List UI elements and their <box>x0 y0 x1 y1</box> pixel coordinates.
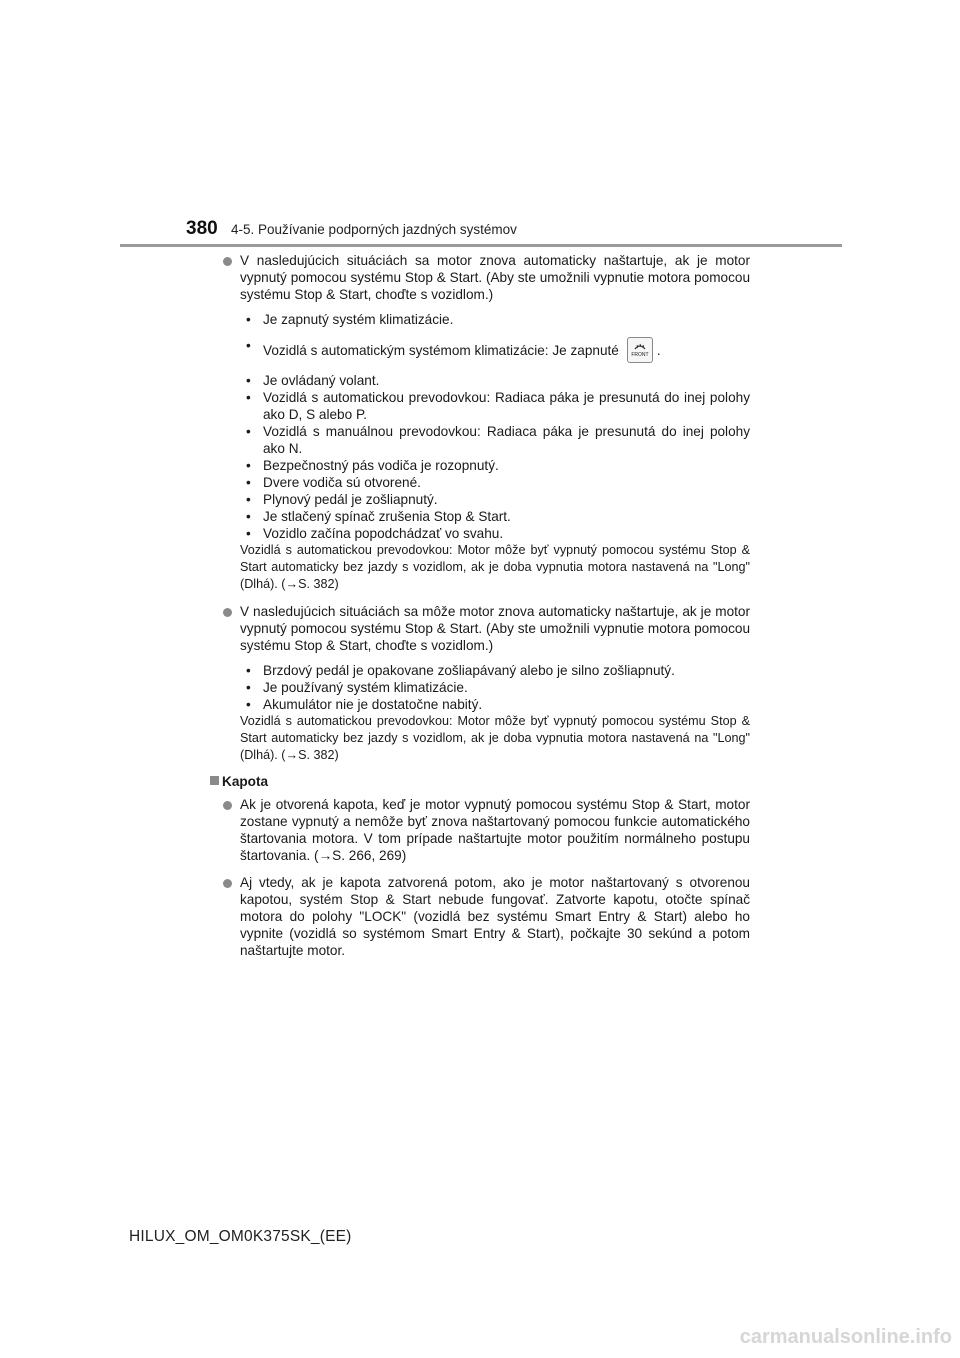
condition-list <box>240 662 750 713</box>
front-defroster-icon <box>627 337 653 363</box>
bullet-dot <box>223 608 232 617</box>
list-item-suffix: . <box>656 342 661 358</box>
bullet-block-2 <box>222 603 750 764</box>
bullet-dot <box>223 879 232 888</box>
main-content <box>222 252 750 963</box>
list-item: • Je stlačený spínač zrušenia Stop & Start. <box>240 508 750 525</box>
paragraph: Ak je otvorená kapota, keď je motor vypnutý pomocou systému Stop & Start, motor zostane vypnutý a nemôže byť znova naštartovaný pomocou funkcie automatického štartovania motora. V tom prípade naštartujte motor použitím normálneho postupu štartovania. (→S. 266, 269) <box>240 797 750 863</box>
list-item: • Je zapnutý systém klimatizácie. <box>240 311 750 328</box>
list-item-text: • Vozidlá s automatickým systémom klimatizácie: Je zapnuté <box>263 342 619 358</box>
bullet-dot <box>223 257 232 266</box>
list-item: • Je používaný systém klimatizácie. <box>240 679 750 696</box>
list-item: • Plynový pedál je zošliapnutý. <box>240 491 750 508</box>
note-text: Vozidlá s automatickou prevodovkou: Motor môže byť vypnutý pomocou systému Stop & Start automaticky bez jazdy s vozidlom, ak je doba vypnutia motora nastavená na "Long" (Dlhá). (→S. 382) <box>240 714 750 762</box>
section-heading-kapota <box>210 773 750 790</box>
list-item: • Vozidlá s manuálnou prevodovkou: Radiaca páka je presunutá do inej polohy ako N. <box>240 423 750 457</box>
page-number: 380 <box>186 218 218 239</box>
bullet-block-3 <box>222 796 750 864</box>
heading-text: Kapota <box>222 774 269 789</box>
list-item: • Vozidlá s automatickou prevodovkou: Radiaca páka je presunutá do inej polohy ako D, S alebo P. <box>240 389 750 423</box>
bullet-dot <box>223 801 232 810</box>
list-item: • Akumulátor nie je dostatočne nabitý. <box>240 696 750 713</box>
header-rule <box>120 244 842 247</box>
bullet-block-1 <box>222 252 750 593</box>
condition-list <box>240 311 750 542</box>
document-code: HILUX_OM_OM0K375SK_(EE) <box>129 1228 352 1245</box>
front-icon-label: FRONT <box>631 352 649 358</box>
watermark: carmanualsonline.info <box>739 1326 952 1348</box>
note-text: Vozidlá s automatickou prevodovkou: Motor môže byť vypnutý pomocou systému Stop & Start automaticky bez jazdy s vozidlom, ak je doba vypnutia motora nastavená na "Long" (Dlhá). (→S. 382) <box>240 543 750 591</box>
list-item: • Bezpečnostný pás vodiča je rozopnutý. <box>240 457 750 474</box>
list-item: • Je ovládaný volant. <box>240 372 750 389</box>
paragraph: V nasledujúcich situáciách sa motor znova automaticky naštartuje, ak je motor vypnutý pomocou systému Stop & Start. (Aby ste umožnili vypnutie motora pomocou systému Stop & Start, choďte s vozidlom.) <box>240 253 750 302</box>
section-title: 4-5. Používanie podporných jazdných systémov <box>231 222 517 237</box>
heading-square-icon <box>210 776 219 785</box>
list-item <box>240 337 750 363</box>
list-item: • Vozidlo začína popodchádzať vo svahu. <box>240 525 750 542</box>
paragraph: V nasledujúcich situáciách sa môže motor znova automaticky naštartuje, ak je motor vypnutý pomocou systému Stop & Start. (Aby ste umožnili vypnutie motora pomocou systému Stop & Start, choďte s vozidlom.) <box>240 604 750 653</box>
list-item: • Brzdový pedál je opakovane zošliapávaný alebo je silno zošliapnutý. <box>240 662 750 679</box>
list-item: • Dvere vodiča sú otvorené. <box>240 474 750 491</box>
bullet-block-4 <box>222 874 750 959</box>
paragraph: Aj vtedy, ak je kapota zatvorená potom, ako je motor naštartovaný s otvorenou kapotou, systém Stop & Start nebude fungovať. Zatvorte kapotu, otočte spínač motora do polohy "LOCK" (vozidlá bez systému Smart Entry & Start) alebo ho vypnite (vozidlá so systémom Smart Entry & Start), počkajte 30 sekúnd a potom naštartujte motor. <box>240 875 750 958</box>
